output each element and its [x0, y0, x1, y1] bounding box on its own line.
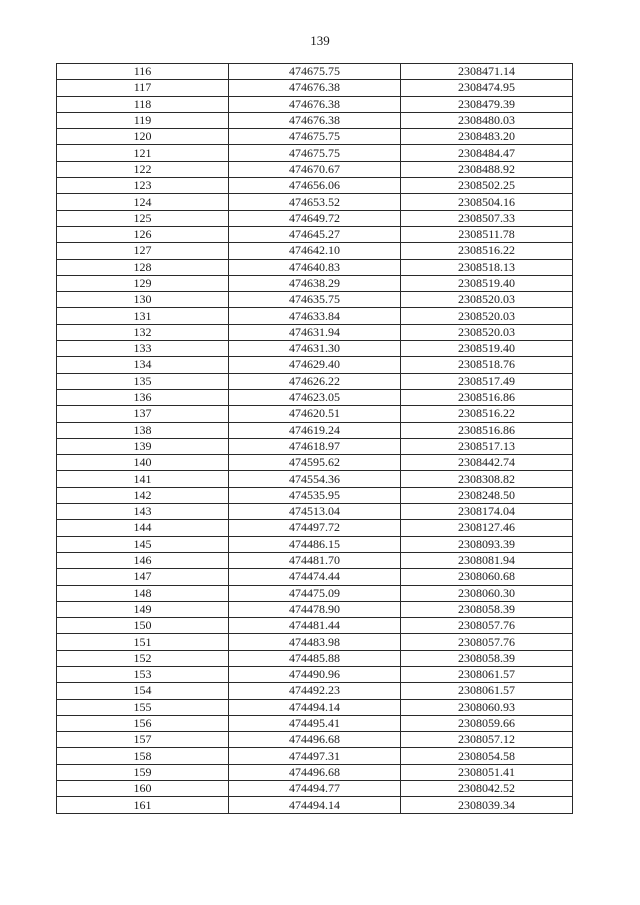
page-number: 139: [310, 33, 330, 48]
y-coordinate-cell: 2308051.41: [401, 764, 573, 780]
y-coordinate-cell: 2308518.13: [401, 259, 573, 275]
y-coordinate-cell: 2308060.93: [401, 699, 573, 715]
x-coordinate-cell: 474481.44: [229, 618, 401, 634]
table-row: [57, 471, 573, 487]
point-number-cell: 134: [57, 357, 229, 373]
point-number-cell: 147: [57, 569, 229, 585]
x-coordinate-cell: 474496.68: [229, 732, 401, 748]
x-coordinate-cell: 474535.95: [229, 487, 401, 503]
coordinates-table: [56, 63, 573, 814]
x-coordinate-cell: 474649.72: [229, 210, 401, 226]
point-number-cell: 161: [57, 797, 229, 813]
y-coordinate-cell: 2308058.39: [401, 601, 573, 617]
x-coordinate-cell: 474483.98: [229, 634, 401, 650]
table-row: [57, 487, 573, 503]
point-number-cell: 119: [57, 112, 229, 128]
point-number-cell: 152: [57, 650, 229, 666]
point-number-cell: 123: [57, 178, 229, 194]
table-row: [57, 96, 573, 112]
table-row: [57, 650, 573, 666]
y-coordinate-cell: 2308308.82: [401, 471, 573, 487]
table-row: [57, 715, 573, 731]
point-number-cell: 138: [57, 422, 229, 438]
point-number-cell: 143: [57, 504, 229, 520]
table-row: [57, 438, 573, 454]
y-coordinate-cell: 2308519.40: [401, 275, 573, 291]
point-number-cell: 156: [57, 715, 229, 731]
x-coordinate-cell: 474626.22: [229, 373, 401, 389]
table-row: [57, 243, 573, 259]
y-coordinate-cell: 2308061.57: [401, 683, 573, 699]
point-number-cell: 149: [57, 601, 229, 617]
x-coordinate-cell: 474485.88: [229, 650, 401, 666]
point-number-cell: 132: [57, 324, 229, 340]
x-coordinate-cell: 474494.14: [229, 699, 401, 715]
point-number-cell: 140: [57, 455, 229, 471]
x-coordinate-cell: 474656.06: [229, 178, 401, 194]
x-coordinate-cell: 474495.41: [229, 715, 401, 731]
point-number-cell: 144: [57, 520, 229, 536]
x-coordinate-cell: 474631.94: [229, 324, 401, 340]
x-coordinate-cell: 474676.38: [229, 112, 401, 128]
table-row: [57, 373, 573, 389]
y-coordinate-cell: 2308174.04: [401, 504, 573, 520]
y-coordinate-cell: 2308057.76: [401, 618, 573, 634]
table-row: [57, 161, 573, 177]
point-number-cell: 129: [57, 275, 229, 291]
table-row: [57, 455, 573, 471]
y-coordinate-cell: 2308516.22: [401, 243, 573, 259]
x-coordinate-cell: 474481.70: [229, 552, 401, 568]
x-coordinate-cell: 474490.96: [229, 666, 401, 682]
point-number-cell: 127: [57, 243, 229, 259]
point-number-cell: 135: [57, 373, 229, 389]
point-number-cell: 126: [57, 226, 229, 242]
table-row: [57, 341, 573, 357]
table-row: [57, 357, 573, 373]
table-row: [57, 80, 573, 96]
point-number-cell: 157: [57, 732, 229, 748]
x-coordinate-cell: 474631.30: [229, 341, 401, 357]
y-coordinate-cell: 2308517.13: [401, 438, 573, 454]
point-number-cell: 150: [57, 618, 229, 634]
point-number-cell: 146: [57, 552, 229, 568]
table-row: [57, 618, 573, 634]
point-number-cell: 153: [57, 666, 229, 682]
y-coordinate-cell: 2308471.14: [401, 64, 573, 80]
y-coordinate-cell: 2308520.03: [401, 292, 573, 308]
x-coordinate-cell: 474670.67: [229, 161, 401, 177]
point-number-cell: 117: [57, 80, 229, 96]
x-coordinate-cell: 474645.27: [229, 226, 401, 242]
table-row: [57, 324, 573, 340]
table-row: [57, 194, 573, 210]
table-row: [57, 732, 573, 748]
point-number-cell: 159: [57, 764, 229, 780]
point-number-cell: 141: [57, 471, 229, 487]
y-coordinate-cell: 2308058.39: [401, 650, 573, 666]
x-coordinate-cell: 474620.51: [229, 406, 401, 422]
y-coordinate-cell: 2308480.03: [401, 112, 573, 128]
x-coordinate-cell: 474676.38: [229, 96, 401, 112]
x-coordinate-cell: 474618.97: [229, 438, 401, 454]
table-row: [57, 797, 573, 813]
x-coordinate-cell: 474629.40: [229, 357, 401, 373]
y-coordinate-cell: 2308502.25: [401, 178, 573, 194]
table-row: [57, 64, 573, 80]
y-coordinate-cell: 2308057.12: [401, 732, 573, 748]
point-number-cell: 145: [57, 536, 229, 552]
y-coordinate-cell: 2308127.46: [401, 520, 573, 536]
point-number-cell: 137: [57, 406, 229, 422]
point-number-cell: 133: [57, 341, 229, 357]
point-number-cell: 158: [57, 748, 229, 764]
x-coordinate-cell: 474675.75: [229, 64, 401, 80]
x-coordinate-cell: 474475.09: [229, 585, 401, 601]
coordinates-table-body: [57, 64, 573, 814]
point-number-cell: 116: [57, 64, 229, 80]
table-row: [57, 275, 573, 291]
table-row: [57, 129, 573, 145]
table-row: [57, 764, 573, 780]
x-coordinate-cell: 474497.31: [229, 748, 401, 764]
y-coordinate-cell: 2308081.94: [401, 552, 573, 568]
x-coordinate-cell: 474494.77: [229, 781, 401, 797]
table-row: [57, 699, 573, 715]
x-coordinate-cell: 474640.83: [229, 259, 401, 275]
y-coordinate-cell: 2308483.20: [401, 129, 573, 145]
x-coordinate-cell: 474675.75: [229, 129, 401, 145]
point-number-cell: 118: [57, 96, 229, 112]
point-number-cell: 142: [57, 487, 229, 503]
y-coordinate-cell: 2308519.40: [401, 341, 573, 357]
y-coordinate-cell: 2308504.16: [401, 194, 573, 210]
x-coordinate-cell: 474675.75: [229, 145, 401, 161]
x-coordinate-cell: 474478.90: [229, 601, 401, 617]
table-row: [57, 552, 573, 568]
table-row: [57, 145, 573, 161]
y-coordinate-cell: 2308516.22: [401, 406, 573, 422]
y-coordinate-cell: 2308520.03: [401, 324, 573, 340]
point-number-cell: 155: [57, 699, 229, 715]
x-coordinate-cell: 474676.38: [229, 80, 401, 96]
y-coordinate-cell: 2308511.78: [401, 226, 573, 242]
table-row: [57, 422, 573, 438]
table-row: [57, 748, 573, 764]
y-coordinate-cell: 2308039.34: [401, 797, 573, 813]
point-number-cell: 130: [57, 292, 229, 308]
table-row: [57, 634, 573, 650]
table-row: [57, 226, 573, 242]
y-coordinate-cell: 2308060.68: [401, 569, 573, 585]
y-coordinate-cell: 2308520.03: [401, 308, 573, 324]
x-coordinate-cell: 474494.14: [229, 797, 401, 813]
x-coordinate-cell: 474619.24: [229, 422, 401, 438]
y-coordinate-cell: 2308488.92: [401, 161, 573, 177]
x-coordinate-cell: 474474.44: [229, 569, 401, 585]
x-coordinate-cell: 474642.10: [229, 243, 401, 259]
table-row: [57, 389, 573, 405]
point-number-cell: 160: [57, 781, 229, 797]
y-coordinate-cell: 2308484.47: [401, 145, 573, 161]
point-number-cell: 124: [57, 194, 229, 210]
x-coordinate-cell: 474638.29: [229, 275, 401, 291]
table-row: [57, 536, 573, 552]
x-coordinate-cell: 474633.84: [229, 308, 401, 324]
x-coordinate-cell: 474492.23: [229, 683, 401, 699]
y-coordinate-cell: 2308061.57: [401, 666, 573, 682]
y-coordinate-cell: 2308248.50: [401, 487, 573, 503]
point-number-cell: 121: [57, 145, 229, 161]
y-coordinate-cell: 2308042.52: [401, 781, 573, 797]
table-row: [57, 666, 573, 682]
x-coordinate-cell: 474595.62: [229, 455, 401, 471]
table-row: [57, 308, 573, 324]
point-number-cell: 122: [57, 161, 229, 177]
y-coordinate-cell: 2308479.39: [401, 96, 573, 112]
x-coordinate-cell: 474554.36: [229, 471, 401, 487]
table-row: [57, 601, 573, 617]
x-coordinate-cell: 474623.05: [229, 389, 401, 405]
point-number-cell: 148: [57, 585, 229, 601]
table-row: [57, 259, 573, 275]
y-coordinate-cell: 2308057.76: [401, 634, 573, 650]
table-row: [57, 683, 573, 699]
table-row: [57, 504, 573, 520]
point-number-cell: 151: [57, 634, 229, 650]
y-coordinate-cell: 2308518.76: [401, 357, 573, 373]
y-coordinate-cell: 2308060.30: [401, 585, 573, 601]
x-coordinate-cell: 474635.75: [229, 292, 401, 308]
point-number-cell: 128: [57, 259, 229, 275]
point-number-cell: 154: [57, 683, 229, 699]
y-coordinate-cell: 2308516.86: [401, 389, 573, 405]
table-row: [57, 112, 573, 128]
table-row: [57, 520, 573, 536]
table-row: [57, 781, 573, 797]
y-coordinate-cell: 2308517.49: [401, 373, 573, 389]
x-coordinate-cell: 474486.15: [229, 536, 401, 552]
y-coordinate-cell: 2308516.86: [401, 422, 573, 438]
x-coordinate-cell: 474653.52: [229, 194, 401, 210]
x-coordinate-cell: 474497.72: [229, 520, 401, 536]
table-row: [57, 292, 573, 308]
table-row: [57, 210, 573, 226]
point-number-cell: 120: [57, 129, 229, 145]
y-coordinate-cell: 2308054.58: [401, 748, 573, 764]
table-row: [57, 406, 573, 422]
table-row: [57, 585, 573, 601]
table-row: [57, 569, 573, 585]
y-coordinate-cell: 2308442.74: [401, 455, 573, 471]
table-row: [57, 178, 573, 194]
x-coordinate-cell: 474496.68: [229, 764, 401, 780]
y-coordinate-cell: 2308507.33: [401, 210, 573, 226]
point-number-cell: 139: [57, 438, 229, 454]
point-number-cell: 131: [57, 308, 229, 324]
y-coordinate-cell: 2308093.39: [401, 536, 573, 552]
x-coordinate-cell: 474513.04: [229, 504, 401, 520]
point-number-cell: 136: [57, 389, 229, 405]
y-coordinate-cell: 2308474.95: [401, 80, 573, 96]
point-number-cell: 125: [57, 210, 229, 226]
y-coordinate-cell: 2308059.66: [401, 715, 573, 731]
